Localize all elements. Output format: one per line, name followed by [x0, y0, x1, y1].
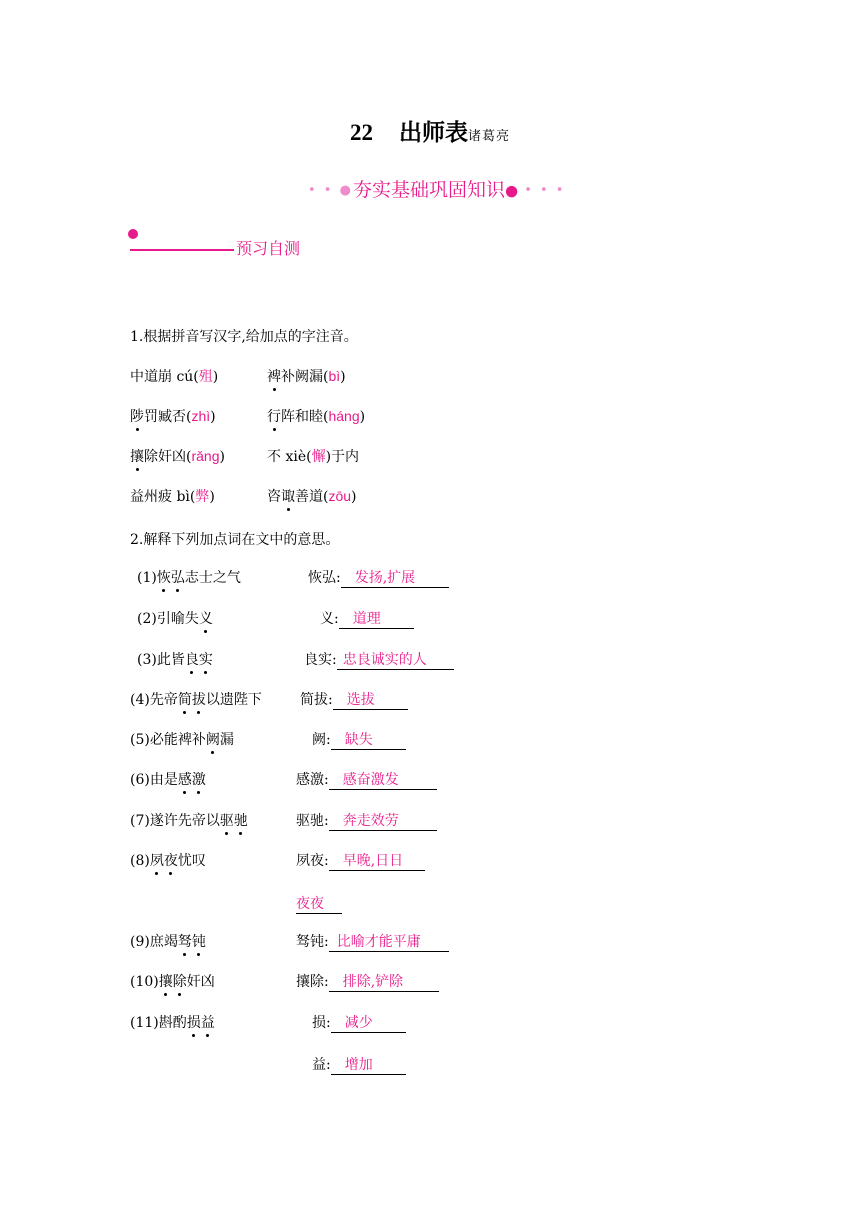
q2-answer: 简拔: 选拔	[300, 689, 408, 710]
lesson-author: 诸葛亮	[467, 129, 510, 144]
q1-item: 益州疲 bì(弊)	[130, 489, 215, 505]
q2-item: (11)斟酌损益	[130, 1012, 215, 1032]
q2-answer: 攘除: 排除,铲除	[296, 971, 439, 992]
q2-item: (4)先帝简拔以遗陛下	[130, 689, 262, 709]
q1-item: 不 xiè(懈)于内	[267, 449, 360, 465]
section-banner	[308, 175, 565, 202]
q2-item: (2)引喻失义	[137, 608, 213, 628]
banner-dots-left-icon: • • ●	[308, 183, 353, 198]
section-bar-icon	[130, 249, 234, 251]
q2-item: (5)必能裨补阙漏	[130, 729, 234, 749]
section-title: 预习自测	[236, 239, 301, 258]
q2-answer-cont: 夜夜	[296, 893, 342, 914]
lesson-title	[0, 114, 860, 147]
lesson-number: 22	[349, 120, 373, 145]
q1-item: 中道崩 cú(殂)	[130, 368, 219, 385]
q2-item: (3)此皆良实	[137, 649, 213, 669]
banner-dot-icon: ●	[504, 181, 519, 200]
banner-text: 夯实基础巩固知识	[352, 179, 505, 201]
q2-answer: 义: 道理	[320, 608, 414, 629]
q1-prompt: 1.根据拼音写汉字,给加点的字注音。	[130, 329, 358, 345]
q2-answer: 夙夜: 早晚,日日	[296, 850, 425, 871]
q2-item: (8)夙夜忧叹	[130, 850, 206, 870]
q2-item: (10)攘除奸凶	[130, 971, 215, 991]
section-heading	[130, 236, 300, 259]
q1-item: 咨诹善道(zōu)	[267, 488, 357, 505]
q2-item: (7)遂许先帝以驱驰	[130, 810, 248, 830]
q1-item: 行阵和睦(háng)	[267, 408, 366, 425]
q2-answer: 损: 减少	[312, 1012, 406, 1033]
lesson-name: 出师表	[398, 119, 468, 146]
q2-item: (6)由是感激	[130, 769, 206, 789]
q2-prompt: 2.解释下列加点词在文中的意思。	[130, 532, 340, 548]
q2-answer: 阙: 缺失	[312, 729, 406, 750]
q2-answer: 驱驰: 奔走效劳	[296, 810, 437, 831]
q2-answer: 感激: 感奋激发	[296, 769, 437, 790]
q1-item: 攘除奸凶(rǎng)	[130, 448, 225, 465]
q1-item: 裨补阙漏(bì)	[267, 368, 346, 385]
q2-answer: 驽钝: 比喻才能平庸	[296, 931, 449, 952]
q2-answer: 良实: 忠良诚实的人	[304, 649, 454, 670]
q2-answer: 益: 增加	[312, 1054, 406, 1075]
q2-item: (9)庶竭驽钝	[130, 931, 206, 951]
banner-dots-right-icon: • • •	[518, 183, 566, 198]
q2-item: (1)恢弘志士之气	[137, 567, 241, 587]
q2-answer: 恢弘: 发扬,扩展	[308, 567, 449, 588]
q1-item: 陟罚臧否(zhì)	[130, 408, 216, 425]
